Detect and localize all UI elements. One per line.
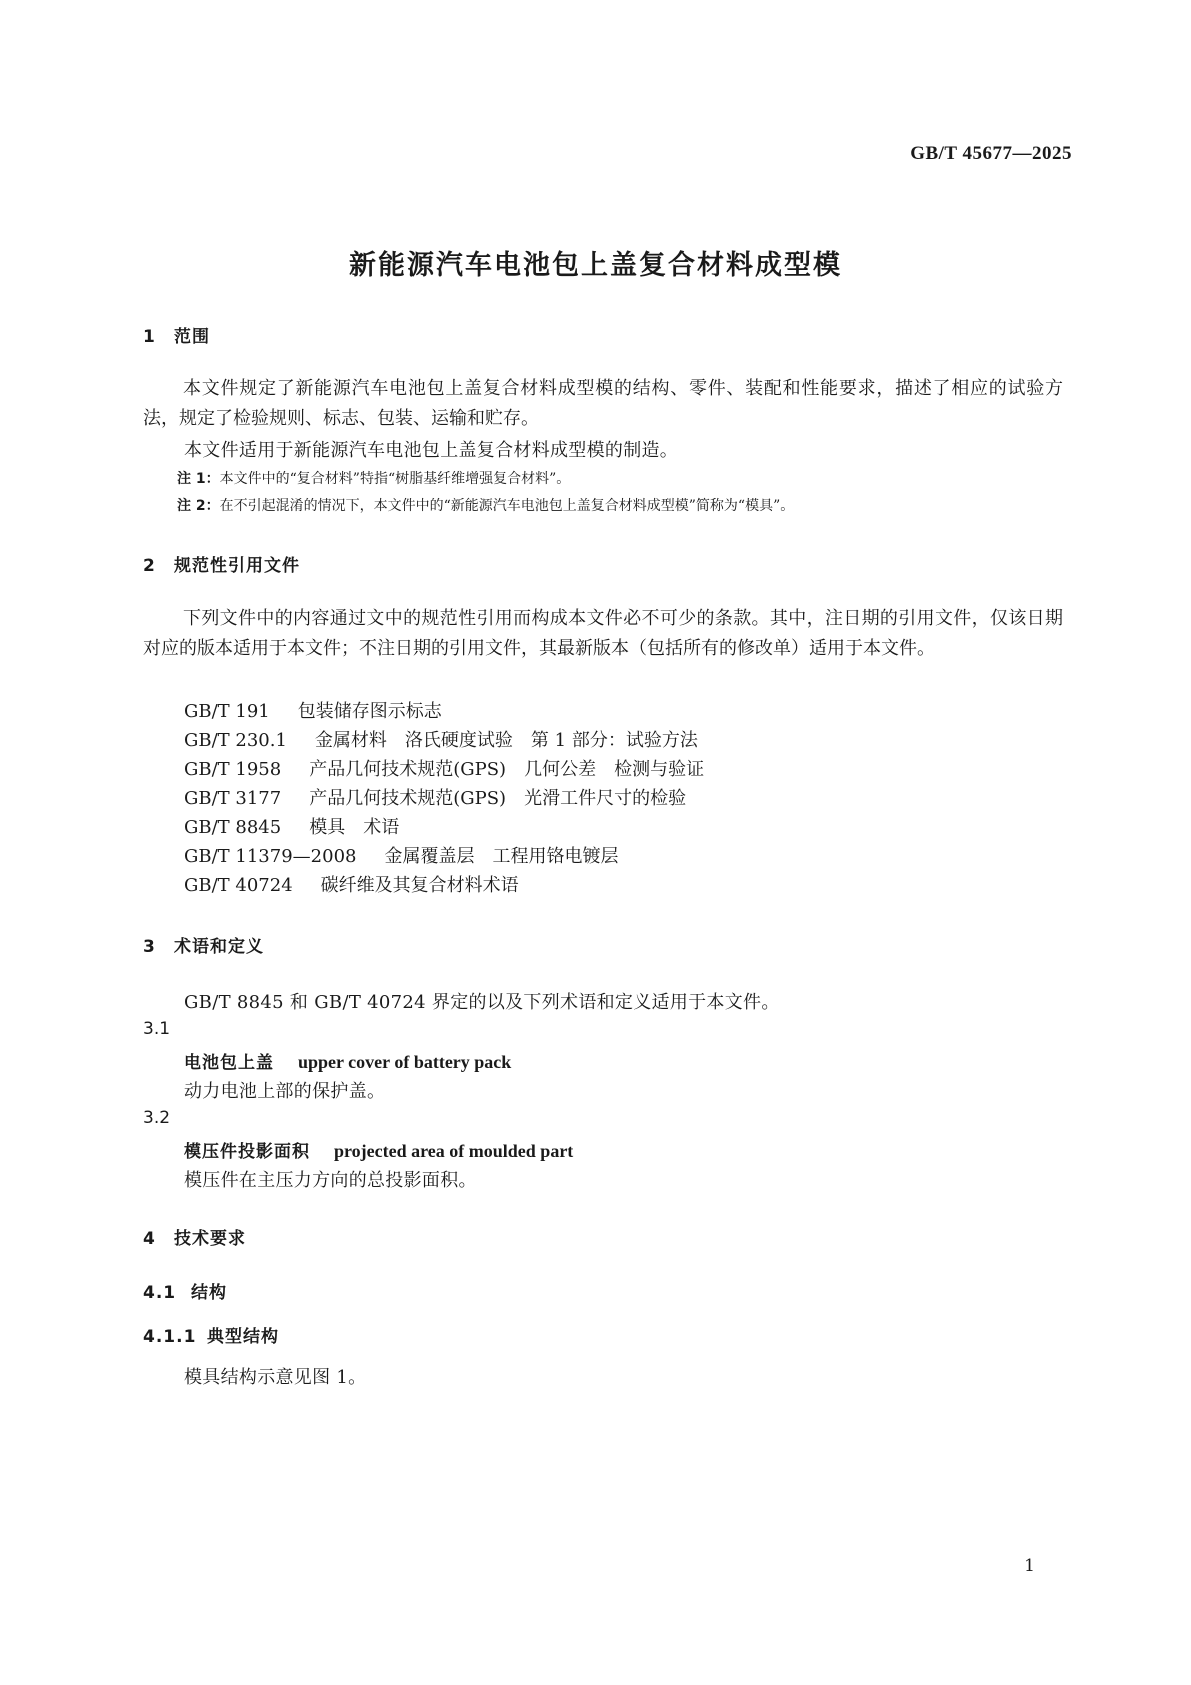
section-title: 结构: [191, 1283, 227, 1303]
term-entry: [184, 1048, 511, 1073]
term-number: 3.2: [143, 1108, 171, 1128]
document-title: 新能源汽车电池包上盖复合材料成型模: [349, 250, 842, 281]
reference-title: 碳纤维及其复合材料术语: [320, 875, 519, 896]
reference-code: GB/T 3177: [184, 788, 282, 809]
reference-code: GB/T 8845: [184, 817, 282, 838]
section-title: 技术要求: [174, 1229, 246, 1249]
note-text: 本文件中的“复合材料”特指“树脂基纤维增强复合材料”。: [219, 471, 571, 487]
section-1-paragraph-2: 本文件适用于新能源汽车电池包上盖复合材料成型模的制造。: [184, 440, 679, 461]
section-1-heading: [143, 322, 210, 347]
section-title: 规范性引用文件: [174, 556, 300, 576]
reference-title: 产品几何技术规范(GPS) 光滑工件尺寸的检验: [309, 788, 687, 809]
section-number: 1: [143, 327, 156, 347]
term-definition: 动力电池上部的保护盖。: [184, 1081, 386, 1102]
section-title: 范围: [174, 327, 210, 347]
note-label: 注 1：: [177, 471, 220, 487]
section-1-paragraph-1: 本文件规定了新能源汽车电池包上盖复合材料成型模的结构、零件、装配和性能要求，描述了相应的试验方法，规定了检验规则、标志、包装、运输和贮存。: [143, 378, 1063, 429]
reference-title: 模具 术语: [309, 817, 400, 838]
section-3-heading: [143, 932, 264, 957]
section-number: 3: [143, 937, 156, 957]
reference-item: [184, 726, 698, 752]
page-number: 1: [1024, 1556, 1035, 1576]
reference-code: GB/T 1958: [184, 759, 282, 780]
reference-title: 金属覆盖层 工程用铬电镀层: [384, 846, 619, 867]
section-number: 4.1.1: [143, 1327, 197, 1347]
term-number: 3.1: [143, 1019, 171, 1039]
note-2: [177, 495, 794, 515]
reference-code: GB/T 40724: [184, 875, 293, 896]
section-title: 术语和定义: [174, 937, 264, 957]
note-text: 在不引起混淆的情况下，本文件中的“新能源汽车电池包上盖复合材料成型模”简称为“模具”。: [219, 498, 795, 514]
reference-item: [184, 755, 704, 781]
reference-item: [184, 813, 399, 839]
note-1: [177, 468, 570, 488]
term-english: upper cover of battery pack: [298, 1052, 512, 1072]
reference-code: GB/T 11379—2008: [184, 846, 357, 867]
reference-item: [184, 784, 686, 810]
section-title: 典型结构: [207, 1327, 279, 1347]
reference-code: GB/T 230.1: [184, 730, 287, 751]
standard-code: GB/T 45677—2025: [910, 143, 1072, 164]
note-label: 注 2：: [177, 498, 220, 514]
section-number: 4.1: [143, 1283, 177, 1303]
reference-item: [184, 871, 519, 897]
reference-code: GB/T 191: [184, 701, 270, 722]
term-chinese: 电池包上盖: [184, 1053, 274, 1073]
subsection-4-1-heading: [143, 1278, 227, 1303]
reference-item: [184, 697, 442, 723]
reference-title: 产品几何技术规范(GPS) 几何公差 检测与验证: [309, 759, 705, 780]
section-2-intro: 下列文件中的内容通过文中的规范性引用而构成本文件必不可少的条款。其中，注日期的引用文件，仅该日期对应的版本适用于本文件；不注日期的引用文件，其最新版本（包括所有的修改单）适用于本文件。: [143, 608, 1063, 659]
subsection-4-1-1-text: 模具结构示意见图 1。: [184, 1367, 367, 1388]
term-chinese: 模压件投影面积: [184, 1142, 310, 1162]
reference-title: 金属材料 洛氏硬度试验 第 1 部分：试验方法: [314, 730, 698, 751]
term-entry: [184, 1137, 573, 1162]
term-definition: 模压件在主压力方向的总投影面积。: [184, 1170, 477, 1191]
term-english: projected area of moulded part: [334, 1141, 574, 1161]
section-number: 2: [143, 556, 156, 576]
subsection-4-1-1-heading: [143, 1322, 279, 1347]
reference-item: [184, 842, 618, 868]
section-4-heading: [143, 1224, 246, 1249]
reference-title: 包装储存图示标志: [297, 701, 442, 722]
section-3-intro: GB/T 8845 和 GB/T 40724 界定的以及下列术语和定义适用于本文件。: [184, 992, 780, 1013]
section-2-heading: [143, 551, 300, 576]
section-number: 4: [143, 1229, 156, 1249]
